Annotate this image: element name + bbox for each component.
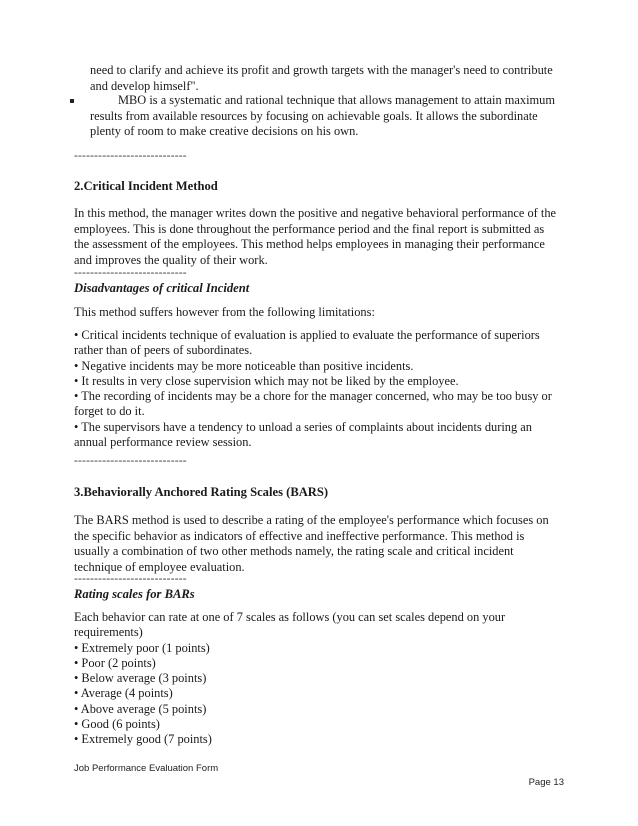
bars-line: usually a combination of two other methods namely, the rating scale and critical incident	[74, 544, 514, 559]
critical-line: employees. This is done throughout the performance period and the final report is submitted as	[74, 221, 545, 236]
critical-line: the assessment of the employees. This method helps employees in managing their performance	[74, 237, 545, 252]
subheading-rating-scales: Rating scales for BARs	[74, 587, 195, 601]
list-item: • Poor (2 points)	[74, 655, 156, 670]
list-item: • Extremely good (7 points)	[74, 732, 212, 747]
list-item: • Below average (3 points)	[74, 671, 207, 686]
section-heading-bars: 3.Behaviorally Anchored Rating Scales (BARS)	[74, 485, 329, 499]
mbo-line: plenty of room to make creative decisions on his own.	[90, 124, 359, 139]
list-item: • Good (6 points)	[74, 717, 160, 732]
critical-line: and improves the quality of their work.	[74, 252, 268, 267]
list-item: • Critical incidents technique of evaluation is applied to evaluate the performance of superiors	[74, 328, 540, 342]
critical-paragraph	[74, 206, 556, 268]
bars-line: technique of employee evaluation.	[74, 559, 245, 574]
bars-line: The BARS method is used to describe a rating of the employee's performance which focuses on	[74, 513, 549, 527]
list-item: • It results in very close supervision which may not be liked by the employee.	[74, 373, 459, 388]
list-item: • The recording of incidents may be a chore for the manager concerned, who may be too busy or	[74, 389, 552, 404]
list-item: • Average (4 points)	[74, 686, 173, 701]
intro-paragraph	[90, 63, 553, 94]
bars-paragraph	[74, 513, 549, 575]
square-bullet-icon	[70, 99, 74, 103]
disadvantages-intro: This method suffers however from the following limitations:	[74, 305, 375, 319]
intro-line: need to clarify and achieve its profit and growth targets with the manager's need to contribute	[90, 63, 553, 77]
limitations-list	[74, 328, 552, 450]
separator: ----------------------------	[74, 455, 187, 467]
mbo-line: results from available resources by focusing on achievable goals. It allows the subordinate	[90, 108, 538, 123]
separator: ----------------------------	[74, 150, 187, 162]
section-heading-critical-incident: 2.Critical Incident Method	[74, 179, 218, 193]
critical-line: In this method, the manager writes down the positive and negative behavioral performance of the	[74, 206, 557, 220]
list-item: annual performance review session.	[74, 435, 252, 450]
list-item: • Negative incidents may be more noticeable than positive incidents.	[74, 358, 414, 373]
footer-document-title: Job Performance Evaluation Form	[74, 763, 219, 774]
list-item: • Extremely poor (1 points)	[74, 640, 210, 655]
intro-line: and develop himself".	[90, 78, 199, 93]
rating-scales-list	[74, 610, 505, 748]
list-item: • Above average (5 points)	[74, 701, 207, 716]
list-item: rather than of peers of subordinates.	[74, 343, 253, 358]
footer-page-number: Page 13	[528, 777, 564, 788]
list-item: forget to do it.	[74, 404, 145, 419]
separator: ----------------------------	[74, 267, 187, 279]
subheading-disadvantages: Disadvantages of critical Incident	[74, 281, 250, 295]
separator: ----------------------------	[74, 573, 187, 585]
mbo-line: MBO is a systematic and rational technique that allows management to attain maximum	[118, 93, 556, 107]
scales-intro-line: Each behavior can rate at one of 7 scales as follows (you can set scales depend on your	[74, 610, 506, 624]
bars-line: the specific behavior as indicators of effective and ineffective performance. This method is	[74, 528, 525, 543]
scales-intro-line: requirements)	[74, 625, 143, 640]
mbo-paragraph	[90, 93, 555, 140]
list-item: • The supervisors have a tendency to unload a series of complaints about incidents during an	[74, 419, 532, 434]
